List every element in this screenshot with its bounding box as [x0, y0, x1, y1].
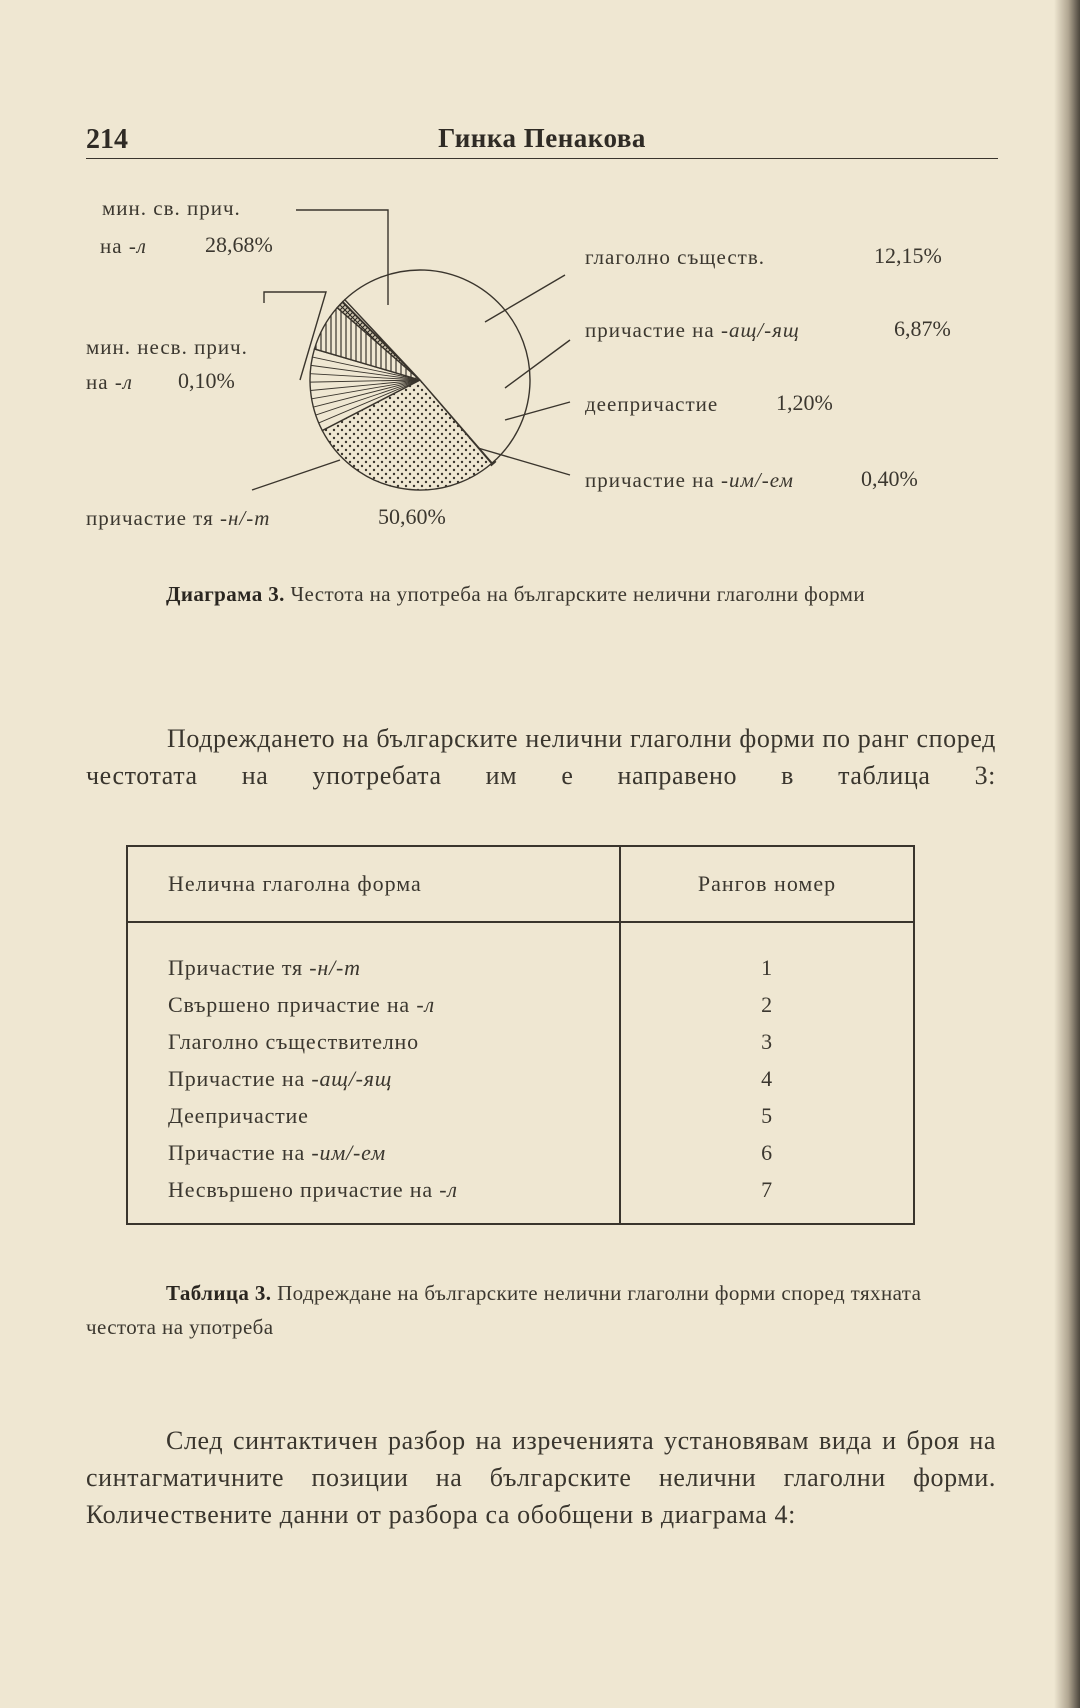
table-caption: Таблица 3. Подреждане на българските нелични глаголни форми според тяхната честота на употреба [86, 1281, 922, 1339]
label-prich-asht: причастие на -ащ/-ящ [585, 318, 800, 342]
paragraph-2: След синтактичен разбор на изреченията установявам вида и броя на синтагматичните позиции на българските нелични глаголни форми. Количествените данни от разбора са обобщени в диаграма 4: [86, 1426, 996, 1529]
rank-value: 5 [761, 1103, 773, 1128]
leader-glag-sasht [485, 275, 565, 322]
table-row: Деепричастие [168, 1103, 309, 1128]
running-title: Гинка Пенакова [438, 123, 646, 153]
rank-value: 1 [761, 955, 773, 980]
table-header-form: Нелична глаголна форма [127, 846, 620, 922]
label-min-nesv-line2: на -л [86, 370, 133, 394]
page-number: 214 [86, 124, 128, 155]
label-min-sv-line1: мин. св. прич. [102, 196, 241, 220]
label-prich-nt: причастие тя -н/-т [86, 506, 271, 530]
label-glag-sasht: глаголно съществ. [585, 245, 765, 269]
table-row: Свършено причастие на -л [168, 992, 435, 1017]
table-rank-column [620, 922, 914, 1224]
table-row: Несвършено причастие на -л [168, 1177, 458, 1202]
value-deeprich: 1,20% [776, 390, 833, 415]
value-glag-sasht: 12,15% [874, 243, 942, 268]
rank-value: 7 [761, 1177, 773, 1202]
value-prich-asht: 6,87% [894, 316, 951, 341]
label-prich-im: причастие на -им/-ем [585, 468, 794, 492]
table-row: Глаголно съществително [168, 1029, 419, 1054]
rank-value: 6 [761, 1140, 773, 1165]
pie-slices [310, 270, 530, 490]
value-min-sv: 28,68% [205, 232, 273, 257]
label-min-sv-line2: на -л [100, 234, 147, 258]
table-body-row [127, 922, 914, 1224]
label-deeprich: деепричастие [585, 392, 719, 416]
value-prich-nt: 50,60% [378, 504, 446, 529]
rank-value: 3 [761, 1029, 773, 1054]
table-row: Причастие на -ащ/-ящ [168, 1066, 393, 1091]
table-header-rank: Рангов номер [620, 846, 914, 922]
diagram-caption: Диаграма 3. Честота на употреба на българските нелични глаголни форми [166, 582, 865, 606]
pie-chart [0, 0, 1080, 560]
label-min-nesv-line1: мин. несв. прич. [86, 335, 248, 359]
table-row: Причастие тя -н/-т [168, 955, 361, 980]
rank-table [126, 845, 915, 1225]
table-header-row [127, 846, 914, 922]
table-row: Причастие на -им/-ем [168, 1140, 387, 1165]
table-form-column [127, 922, 620, 1224]
leader-prich-nt [252, 460, 340, 490]
rank-value: 2 [761, 992, 773, 1017]
value-min-nesv: 0,10% [178, 368, 235, 393]
value-prich-im: 0,40% [861, 466, 918, 491]
rank-value: 4 [761, 1066, 773, 1091]
paragraph-1: Подреждането на българските нелични глаголни форми по ранг според честотата на употребата им е направено в таблица 3: [86, 724, 996, 790]
